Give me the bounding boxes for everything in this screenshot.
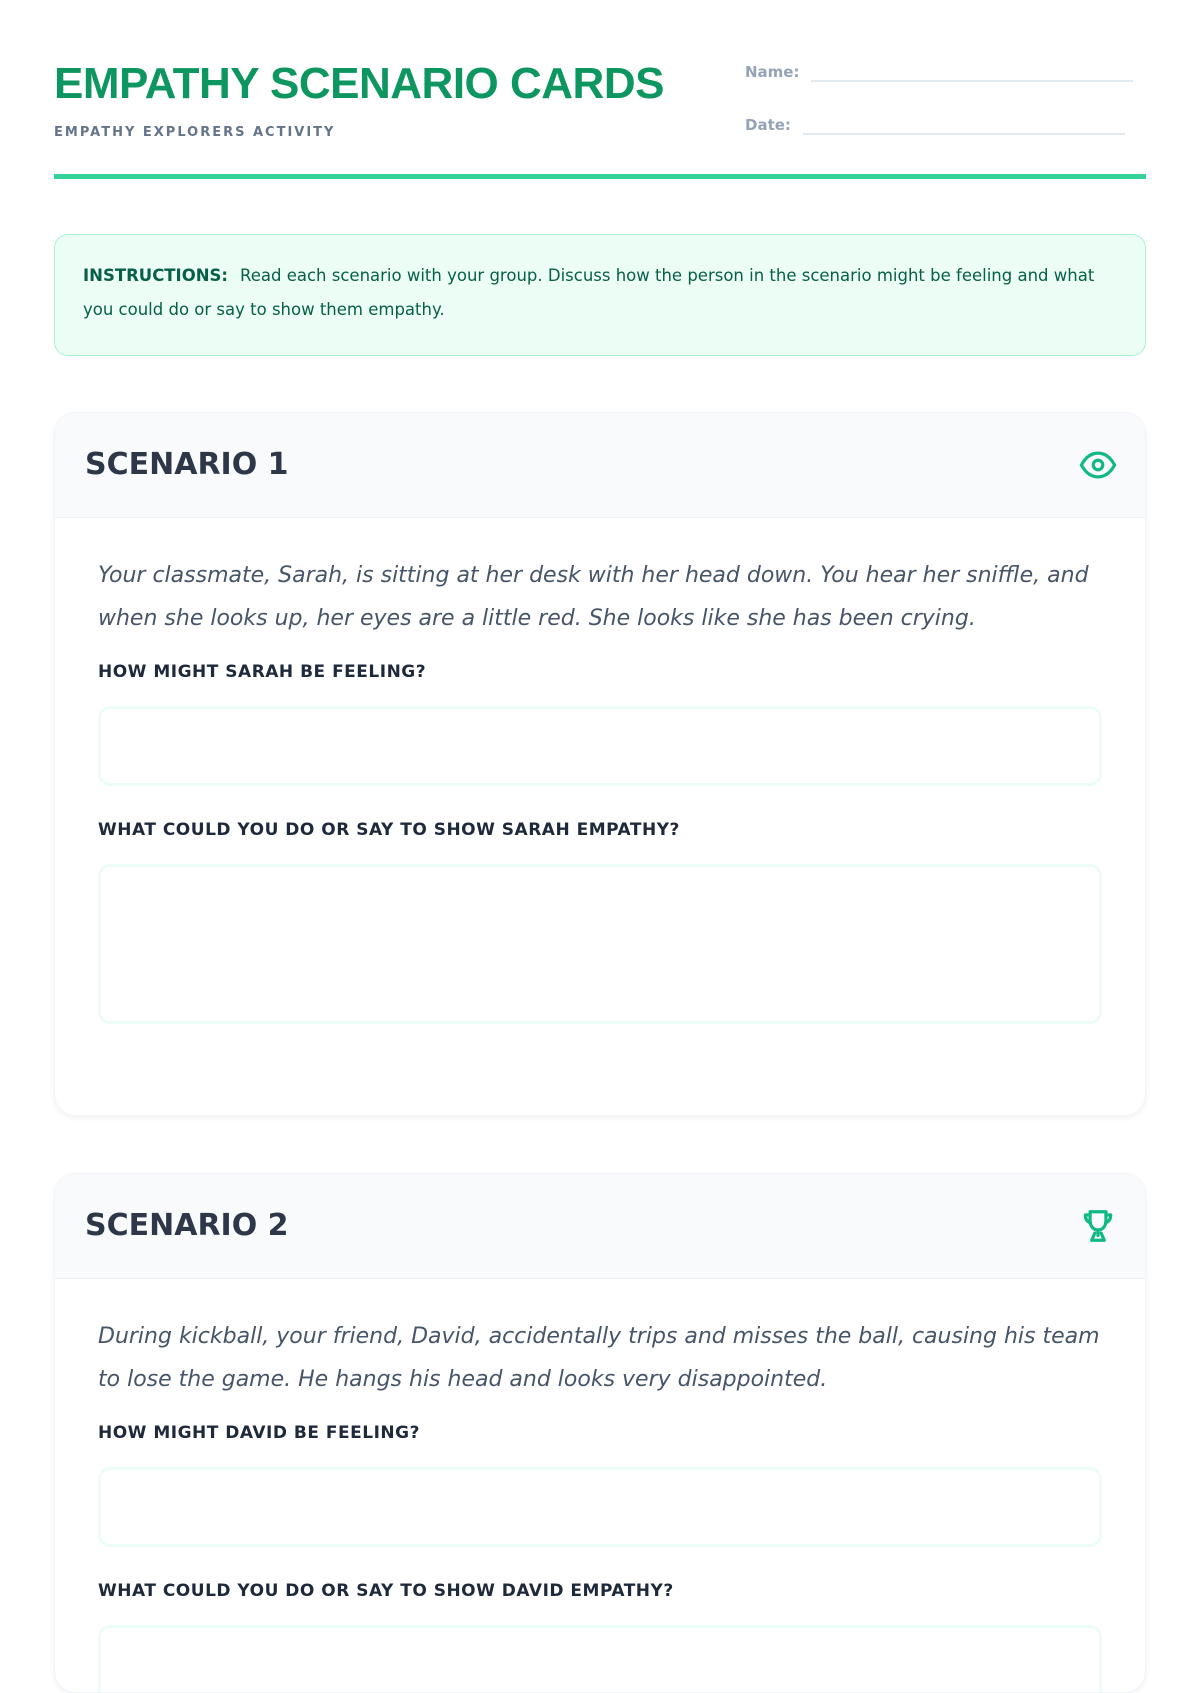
page-title: EMPATHY SCENARIO CARDS [54,59,664,108]
question-feeling: HOW MIGHT SARAH BE FEELING? [98,662,427,682]
date-label: Date: [745,116,791,134]
empathy-answer-box[interactable] [98,1625,1102,1693]
scenario-card [54,412,1146,1116]
scenario-title: SCENARIO 2 [85,1208,289,1243]
name-label: Name: [745,63,800,81]
scenario-card [54,1173,1146,1693]
date-field [745,115,1125,135]
feeling-answer-box[interactable] [98,706,1102,786]
instructions-lead: INSTRUCTIONS: [83,266,229,285]
scenario-card-body [55,1279,1145,1693]
scenario-title: SCENARIO 1 [85,447,289,482]
scenario-card-header [55,1174,1145,1279]
date-line[interactable] [803,115,1125,135]
worksheet-header [54,0,1146,182]
question-empathy-action: WHAT COULD YOU DO OR SAY TO SHOW DAVID EMPATHY? [98,1581,674,1601]
empathy-answer-box[interactable] [98,864,1102,1024]
scenario-card-body [55,518,1145,1024]
question-empathy-action: WHAT COULD YOU DO OR SAY TO SHOW SARAH EMPATHY? [98,820,680,840]
scenario-card-header [55,413,1145,518]
scenario-text: Your classmate, Sarah, is sitting at her desk with her head down. You hear her sniffle, and when she looks up, her eyes are a little red. She looks like she has been crying. [98,563,1089,631]
header-divider [54,174,1146,179]
name-line[interactable] [811,62,1133,82]
question-feeling: HOW MIGHT DAVID BE FEELING? [98,1423,420,1443]
instructions-box [54,234,1146,356]
worksheet-page [54,0,1146,1601]
feeling-answer-box[interactable] [98,1467,1102,1547]
instructions-text: Read each scenario with your group. Discuss how the person in the scenario might be feeling and what you could do or say to show them empathy. [83,266,1095,319]
page-subtitle: EMPATHY EXPLORERS ACTIVITY [54,125,336,140]
name-field [745,62,1133,82]
trophy-icon [1079,1207,1117,1245]
scenario-text: During kickball, your friend, David, accidentally trips and misses the ball, causing his team to lose the game. He hangs his head and looks very disappointed. [98,1324,1100,1392]
eye-icon [1079,446,1117,484]
